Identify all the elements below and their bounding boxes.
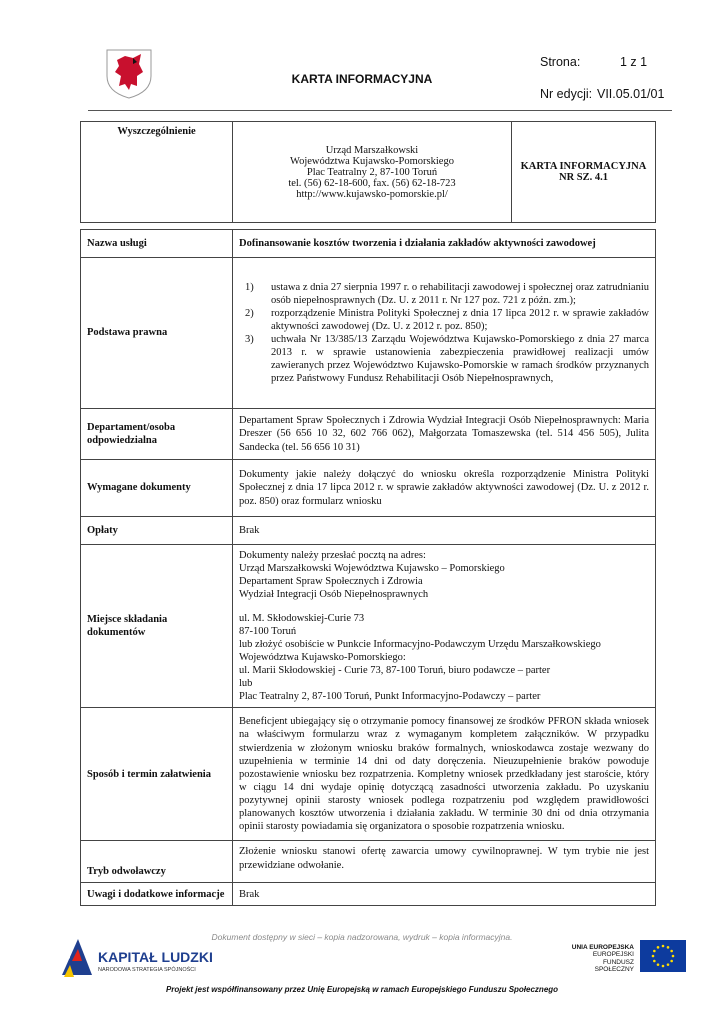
eu-star-icon <box>667 963 670 966</box>
project-funding-note: Projekt jest współfinansowany przez Unię Europejską w ramach Europejskiego Funduszu Społecznego <box>165 985 559 994</box>
eu-label-2: EUROPEJSKI <box>592 951 634 959</box>
eu-star-icon <box>657 963 660 966</box>
appeal-value: Złożenie wniosku stanowi ofertę zawarcia umowy cywilnoprawnej. W tym trybie nie jest przewidziane odwołanie. <box>233 841 656 883</box>
edition-value: VII.05.01/01 <box>597 87 665 101</box>
address-line: Urząd Marszałkowski <box>325 144 419 156</box>
documents-value: Dokumenty jakie należy dołączyć do wniosku określa rozporządzenie Ministra Polityki Społecznej z dnia 17 lipca 2012 r. w sprawie zakładów aktywności zawodowej (Dz. U. z 2012 r. poz. 850) oraz formularz wniosku <box>233 460 656 517</box>
row-label: Nazwa usługi <box>81 230 233 258</box>
address-line: Plac Teatralny 2, 87-100 Toruń <box>306 166 438 178</box>
table-row <box>81 545 656 708</box>
list-item <box>245 281 649 307</box>
list-item <box>245 333 649 386</box>
fees-value: Brak <box>233 517 656 545</box>
row-label: Sposób i termin załatwienia <box>81 708 233 841</box>
row-label: Opłaty <box>81 517 233 545</box>
col-label-details: Wyszczególnienie <box>81 122 233 223</box>
row-label: Uwagi i dodatkowe informacje <box>81 883 233 906</box>
table-row <box>81 460 656 517</box>
eu-label-1: UNIA EUROPEJSKA <box>571 944 634 951</box>
text-line: Urząd Marszałkowski Województwa Kujawsko – Pomorskiego <box>239 563 505 575</box>
eu-star-icon <box>662 965 665 968</box>
row-label: Tryb odwoławczy <box>81 841 233 883</box>
list-item <box>245 307 649 333</box>
eu-star-icon <box>670 950 673 953</box>
kapital-ludzki-icon <box>58 935 96 981</box>
document-availability-note: Dokument dostępny w sieci – kopia nadzorowana, wydruk – kopia informacyjna. <box>211 932 513 942</box>
eu-star-icon <box>670 960 673 963</box>
eu-star-icon <box>667 946 670 949</box>
kapital-ludzki-logo <box>58 935 213 981</box>
list-number: 3) <box>245 334 254 345</box>
text-line: Dokumenty należy przesłać pocztą na adres: <box>239 550 426 561</box>
website-link[interactable]: http://www.kujawsko-pomorskie.pl/ <box>296 188 448 200</box>
kl-subtitle: NARODOWA STRATEGIA SPÓJNOŚCI <box>98 967 196 973</box>
kl-title: KAPITAŁ LUDZKI <box>98 949 213 965</box>
text-line: 87-100 Toruń <box>239 625 297 637</box>
office-header-table <box>80 121 656 223</box>
table-row <box>81 841 656 883</box>
card-code: NR SZ. 4.1 <box>558 172 608 183</box>
eu-flag-icon <box>640 940 686 972</box>
text-line: ul. M. Skłodowskiej-Curie 73 <box>239 612 365 624</box>
service-info-table <box>80 229 656 906</box>
row-label: Wymagane dokumenty <box>81 460 233 517</box>
table-row <box>81 883 656 906</box>
eu-star-icon <box>657 946 660 949</box>
table-row <box>81 409 656 460</box>
eu-fund-label <box>568 944 634 974</box>
eu-star-icon <box>652 955 655 958</box>
document-title: KARTA INFORMACYJNA <box>291 72 433 86</box>
address-line: tel. (56) 62-18-600, fax. (56) 62-18-723 <box>288 177 456 189</box>
list-text: ustawa z dnia 27 sierpnia 1997 r. o rehabilitacji zawodowej i społecznej oraz zatrudnianiu osób niepełnosprawnych (Dz. U. z 2011 r. Nr 127 poz. 721 z późn. zm.); <box>271 281 649 306</box>
list-text: rozporządzenie Ministra Polityki Społecznej z dnia 17 lipca 2012 r. w sprawie zakładów aktywności zawodowej (Dz. U. z 2012 r. poz. 850); <box>271 307 649 332</box>
text-line: lub <box>239 678 253 690</box>
address-line: Województwa Kujawsko-Pomorskiego <box>290 155 454 167</box>
list-number: 2) <box>245 307 254 319</box>
place-value <box>233 545 656 708</box>
department-value: Departament Spraw Społecznych i Zdrowia Wydział Integracji Osób Niepełnosprawnych: Maria Dreszer (56 656 10 32, 602 766 062), Małgorzata Tomaszewska (tel. 514 456 505), Julita Sandecka (tel. 56 656 10 31) <box>233 409 656 460</box>
eu-label-3: FUNDUSZ SPOŁECZNY <box>594 958 634 974</box>
header-divider <box>88 110 672 111</box>
table-row <box>81 258 656 409</box>
row-label: Miejsce składania dokumentów <box>81 545 233 708</box>
office-address <box>233 122 512 223</box>
text-line: Departament Spraw Społecznych i Zdrowia <box>239 576 423 588</box>
table-row <box>81 517 656 545</box>
legal-basis <box>233 258 656 409</box>
eu-star-icon <box>653 950 656 953</box>
edition-label: Nr edycji: <box>540 87 593 101</box>
page-label: Strona: <box>540 55 581 69</box>
eu-star-icon <box>672 955 675 958</box>
text-line: Plac Teatralny 2, 87-100 Toruń, Punkt Informacyjno-Podawczy – parter <box>239 691 541 703</box>
list-number: 1) <box>245 281 254 293</box>
card-title: KARTA INFORMACYJNA <box>520 161 647 172</box>
service-name: Dofinansowanie kosztów tworzenia i działania zakładów aktywności zawodowej <box>233 230 656 258</box>
card-number <box>512 122 656 223</box>
row-label: Departament/osoba odpowiedzialna <box>81 409 233 460</box>
eu-star-icon <box>662 945 665 948</box>
page-value: 1 z 1 <box>620 55 648 69</box>
remarks-value: Brak <box>233 883 656 906</box>
table-row <box>81 708 656 841</box>
text-line: ul. Marii Skłodowskiej - Curie 73, 87-100 Toruń, biuro podawcze – parter <box>239 665 551 676</box>
procedure-value: Beneficjent ubiegający się o otrzymanie pomocy finansowej ze środków PFRON składa wniosek na właściwym formularzu wraz z wymaganym kompletem załączników. W przypadku stwierdzenia w złożonym wniosku braków formalnych, wnioskodawca zostaje wezwany do uzupełnienia w terminie 14 dni od daty doręczenia. Nieuzupełnienie braków powoduje pozostawienie wniosku bez rozpatrzenia. Kompletny wniosek przedkładany jest staroście, który w ciągu 14 dni wydaje opinię dotyczącą zasadności utworzenia zakładu. Po uzyskaniu pozytywnej opinii starosty wniosek podlega rozpatrzeniu pod względem prawidłowości planowanych kosztów utworzenia i działania zakładu. W terminie 30 dni od dnia otrzymania opinii starosty powiadamia się organizatora o sposobie rozpatrzenia wniosku. <box>233 708 656 841</box>
list-text: uchwała Nr 13/385/13 Zarządu Województwa Kujawsko-Pomorskiego z dnia 27 marca 2013 r. w sprawie ustanowienia zabezpieczenia prawidłowej realizacji umów zawieranych przez Województwo Kujawsko-Pomorskie w ramach środków przyznanych przez Państwowy Fundusz Rehabilitacji Osób Niepełnosprawnych, <box>271 334 649 385</box>
eu-star-icon <box>653 960 656 963</box>
row-label: Podstawa prawna <box>81 258 233 409</box>
text-line: Wydział Integracji Osób Niepełnosprawnych <box>239 589 429 601</box>
text-line: lub złożyć osobiście w Punkcie Informacyjno-Podawczym Urzędu Marszałkowskiego Województwa Kujawsko-Pomorskiego: <box>239 638 601 663</box>
table-row <box>81 230 656 258</box>
